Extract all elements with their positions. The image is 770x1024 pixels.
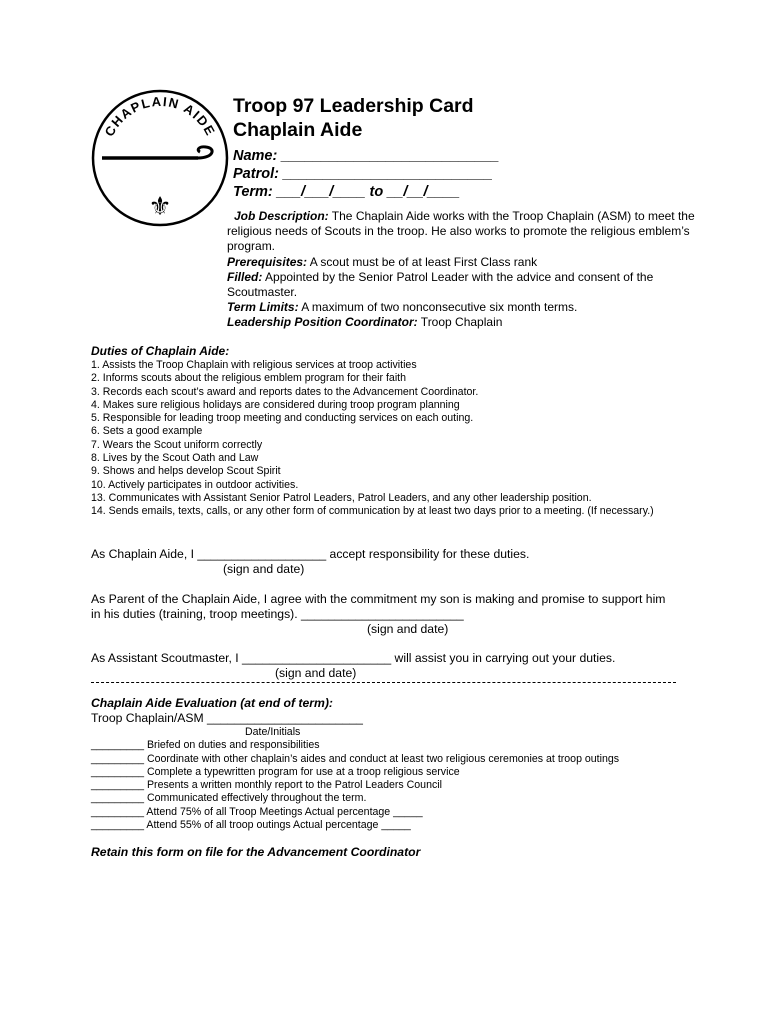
list-item: 5. Responsible for leading troop meeting and conducting services on each outing. [91,412,474,425]
filled-by: Filled: Appointed by the Senior Patrol Leader with the advice and consent of the Scoutmaster. [227,269,654,300]
list-item: 1. Assists the Troop Chaplain with religious services at troop activities [91,359,417,371]
aide-sign-label: (sign and date) [223,562,305,576]
duties-section [91,343,751,519]
list-item[interactable]: _________ Attend 55% of all troop outings Actual percentage _____ [91,819,411,832]
position-description [227,209,697,331]
parent-pledge-text[interactable]: As Parent of the Chaplain Aide, I agree with the commitment my son is making and promise to support him in his duties (training, troop meetings). ________________________ [91,592,666,621]
card-header [233,94,499,201]
card-title: Troop 97 Leadership Card [233,95,474,117]
section-divider [91,682,676,683]
list-item[interactable]: _________ Coordinate with other chaplain’s aides and conduct at least two religious ceremonies at troop outings [91,752,620,765]
parent-pledge [91,592,676,637]
asm-pledge [91,651,731,681]
list-item[interactable]: _________ Presents a written monthly report to the Patrol Leaders Council [91,779,442,792]
date-initials-label: Date/Initials [245,726,301,738]
list-item: 3. Records each scout’s award and reports dates to the Advancement Coordinator. [91,385,479,398]
list-item: 2. Informs scouts about the religious emblem program for their faith [91,372,407,385]
list-item[interactable]: _________ Attend 75% of all Troop Meetings Actual percentage _____ [91,805,423,818]
aide-pledge [91,547,731,577]
list-item: 13. Communicates with Assistant Senior Patrol Leaders, Patrol Leaders, and any other leadership position. [91,491,592,504]
asm-pledge-text[interactable]: As Assistant Scoutmaster, I ______________________ will assist you in carrying out your duties. [91,651,616,665]
patrol-field[interactable]: Patrol: __________________________ [233,166,493,182]
list-item: 9. Shows and helps develop Scout Spirit [91,465,281,478]
name-field[interactable]: Name: ___________________________ [233,148,500,164]
term-field[interactable]: Term: ___/___/____ to __/__/____ [233,184,460,200]
position-coordinator: Leadership Position Coordinator: Troop Chaplain [227,315,503,330]
evaluation-list [91,739,741,832]
emblem-arc-text: CHAPLAIN AIDE [101,93,219,139]
shepherd-crook-icon [102,147,212,158]
evaluation-section [91,696,741,832]
list-item: 8. Lives by the Scout Oath and Law [91,452,259,465]
duties-list [91,359,751,519]
chaplain-aide-patch-emblem [90,88,230,228]
list-item: 4. Makes sure religious holidays are considered during troop program planning [91,398,460,411]
parent-sign-label: (sign and date) [367,622,449,636]
asm-sign-label: (sign and date) [275,666,357,680]
fleur-de-lis-icon [148,192,171,222]
list-item[interactable]: _________ Communicated effectively throughout the term. [91,792,367,805]
list-item: 7. Wears the Scout uniform correctly [91,438,263,451]
svg-text:⚜: ⚜ [148,192,172,222]
list-item[interactable]: _________ Briefed on duties and responsibilities [91,739,320,752]
prerequisites: Prerequisites: A scout must be of at least First Class rank [227,254,538,269]
list-item: 10. Actively participates in outdoor activities. [91,478,299,491]
chaplain-asm-signature-line[interactable]: Troop Chaplain/ASM _______________________ [91,711,363,725]
list-item[interactable]: _________ Complete a typewritten program for use at a troop religious service [91,765,460,778]
evaluation-heading: Chaplain Aide Evaluation (at end of term): [91,696,333,710]
retain-notice: Retain this form on file for the Advancement Coordinator [91,845,421,859]
card-subtitle: Chaplain Aide [233,119,363,141]
job-description: Job Description: The Chaplain Aide works with the Troop Chaplain (ASM) to meet the religious needs of Scouts in the troop. He also works to promote the religious emblem’s program. [227,209,695,254]
duties-heading: Duties of Chaplain Aide: [91,344,230,358]
list-item: 6. Sets a good example [91,425,203,438]
list-item: 14. Sends emails, texts, calls, or any other form of communication by at least two days prior to a meeting. (If necessary.) [91,505,654,518]
term-limits: Term Limits: A maximum of two nonconsecutive six month terms. [227,300,578,315]
aide-pledge-text[interactable]: As Chaplain Aide, I ___________________ accept responsibility for these duties. [91,547,530,561]
